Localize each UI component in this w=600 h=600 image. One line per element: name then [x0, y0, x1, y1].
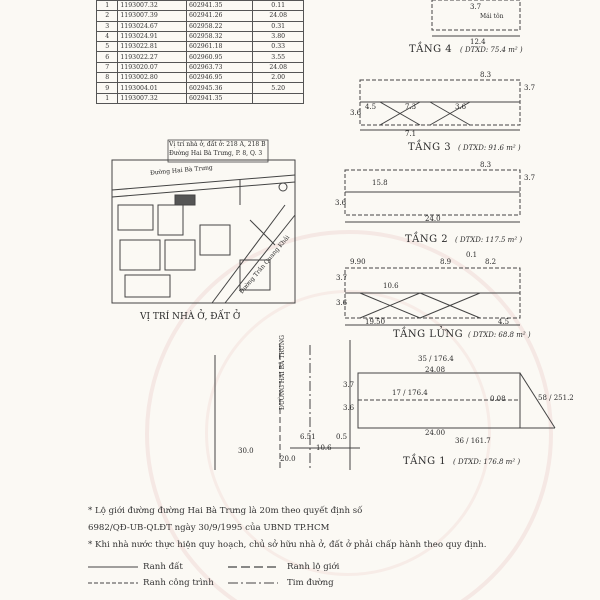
tang1-width: 24.08	[425, 366, 446, 374]
tang1-label: TẦNG 1	[403, 456, 447, 467]
map-street-b: Đường Trần Quang Khải	[238, 234, 292, 296]
tang1-g1: 0.08	[490, 395, 506, 403]
tang2-d2: 3.6	[335, 199, 347, 207]
tang-lung-label: TẦNG LỬNG	[393, 329, 464, 340]
coord-cell-id: 4	[97, 31, 118, 41]
tang3-d3: 3.6	[455, 103, 467, 111]
tang1-w4: 10.6	[316, 444, 332, 452]
map-street-a: Đường Hai Bà Trưng	[149, 164, 214, 177]
coord-cell-y: 602946.95	[187, 73, 253, 83]
tang3-dim-right: 3.7	[524, 84, 536, 92]
coord-cell-x: 1193007.39	[118, 11, 187, 21]
tang4-area: ( DTXD: 75.4 m² )	[460, 46, 523, 54]
coord-cell-x: 1193022.27	[118, 52, 187, 62]
coord-cell-id: 1	[97, 1, 118, 11]
tang1-bottom: 24.00	[425, 429, 446, 437]
coord-cell-id: 1	[97, 93, 118, 103]
coord-cell-y: 602941.35	[187, 93, 253, 103]
tang1-h2: 3.6	[343, 404, 355, 412]
coord-cell-id: 3	[97, 21, 118, 31]
tang3-d2: 7.3	[405, 103, 417, 111]
legend-ranh-lo-gioi: Ranh lộ giới	[287, 562, 340, 572]
tang3-d1: 4.5	[365, 103, 377, 111]
tang1-lot2: 36 / 161.7	[455, 437, 491, 445]
tang2-label: TẦNG 2	[405, 234, 449, 245]
coord-cell-d: 0.11	[253, 1, 304, 11]
tang-lung-d4: 8.2	[485, 258, 497, 266]
tang4-note: Mái tôn	[480, 13, 504, 20]
coord-cell-id: 5	[97, 42, 118, 52]
tang2-area: ( DTXD: 117.5 m² )	[455, 236, 523, 244]
coord-cell-d: 0.33	[253, 42, 304, 52]
coord-cell-x: 1193007.32	[118, 93, 187, 103]
tang4-dim-bottom: 12.4	[470, 38, 486, 46]
coord-cell-x: 1193024.91	[118, 31, 187, 41]
coord-cell-id: 8	[97, 73, 118, 83]
tang3-label: TẦNG 3	[408, 142, 452, 153]
tang3-area: ( DTXD: 91.6 m² )	[458, 144, 521, 152]
coord-cell-id: 2	[97, 11, 118, 21]
tang1-w2: 20.0	[280, 455, 296, 463]
coord-cell-y: 602941.35	[187, 1, 253, 11]
coord-cell-x: 1193004.01	[118, 83, 187, 93]
map-caption: VỊ TRÍ NHÀ Ở, ĐẤT Ở	[140, 312, 241, 322]
tang1-area: ( DTXD: 176.8 m² )	[453, 458, 521, 466]
tang-lung-d2: 8.9	[440, 258, 452, 266]
coord-cell-d: 2.00	[253, 73, 304, 83]
coord-cell-d: 5.20	[253, 83, 304, 93]
tang-lung-d1: 9.90	[350, 258, 366, 266]
coord-cell-d: 24.08	[253, 11, 304, 21]
coord-cell-y: 602941.26	[187, 11, 253, 21]
coord-cell-y: 602960.95	[187, 52, 253, 62]
tang-lung-d6: 3.6	[336, 299, 348, 307]
legend-tim-duong: Tim đường	[287, 578, 334, 588]
coord-cell-d: 24.08	[253, 62, 304, 72]
coord-cell-id: 9	[97, 83, 118, 93]
map-box-line2: Đường Hai Bà Trưng, P. 8, Q. 3	[169, 150, 263, 157]
coord-cell-id: 7	[97, 62, 118, 72]
coord-cell-x: 1193020.07	[118, 62, 187, 72]
coord-cell-x: 1193007.32	[118, 1, 187, 11]
tang-lung-area: ( DTXD: 68.8 m² )	[468, 331, 531, 339]
tang1-lot3: 58 / 251.2	[538, 394, 574, 402]
coord-cell-d: 3.80	[253, 31, 304, 41]
coord-cell-x: 1193002.80	[118, 73, 187, 83]
map-box-line1: Vị trí nhà ở, đất ở: 218 A, 218 B	[169, 141, 266, 148]
tang3-dim-top: 8.3	[480, 71, 492, 79]
tang4-label: TẦNG 4	[409, 44, 453, 55]
tang-lung-d7: 3.7	[336, 274, 348, 282]
note-line2: 6982/QĐ-UB-QLĐT ngày 30/9/1995 của UBND TP.HCM	[88, 523, 330, 533]
tang-lung-d3: 0.1	[466, 251, 478, 259]
coord-cell-y: 602963.73	[187, 62, 253, 72]
coord-cell-x: 1193024.67	[118, 21, 187, 31]
coord-cell-d: 0.31	[253, 21, 304, 31]
tang1-h1: 3.7	[343, 381, 355, 389]
coord-cell-y: 602961.18	[187, 42, 253, 52]
coord-cell-d: 3.55	[253, 52, 304, 62]
tang-lung-d5: 10.6	[383, 282, 399, 290]
tang3-d4: 7.1	[405, 130, 417, 138]
tang1-lot-top: 35 / 176.4	[418, 355, 454, 363]
tang1-w5: 0.5	[336, 433, 348, 441]
legend-ranh-cong-trinh: Ranh công trình	[143, 578, 214, 588]
tang1-w3: 6.51	[300, 433, 316, 441]
tang4-dim-top: 3.7	[470, 3, 482, 11]
coord-cell-x: 1193022.81	[118, 42, 187, 52]
coord-cell-y: 602945.36	[187, 83, 253, 93]
legend-ranh-dat: Ranh đất	[143, 562, 183, 572]
note-line3: * Khi nhà nước thực hiện quy hoạch, chủ sở hữu nhà ở, đất ở phải chấp hành theo quy định.	[88, 540, 487, 550]
tang2-d1: 15.8	[372, 179, 388, 187]
coord-cell-id: 6	[97, 52, 118, 62]
tang1-w1: 30.0	[238, 447, 254, 455]
coord-cell-y: 602958.22	[187, 21, 253, 31]
tang1-lot1: 17 / 176.4	[392, 389, 428, 397]
tang-lung-d9: 4.5	[498, 318, 510, 326]
tang3-dim-left: 3.6	[350, 109, 362, 117]
tang-lung-d8: 19.50	[365, 318, 386, 326]
tang2-d4: 24.0	[425, 215, 441, 223]
tang2-d3: 3.7	[524, 174, 536, 182]
coord-cell-y: 602958.32	[187, 31, 253, 41]
tang1-street: ĐƯỜNG HAI BÀ TRƯNG	[279, 335, 286, 410]
note-line1: * Lộ giới đường đường Hai Bà Trưng là 20m theo quyết định số	[88, 506, 363, 516]
tang2-dim-top: 8.3	[480, 161, 492, 169]
